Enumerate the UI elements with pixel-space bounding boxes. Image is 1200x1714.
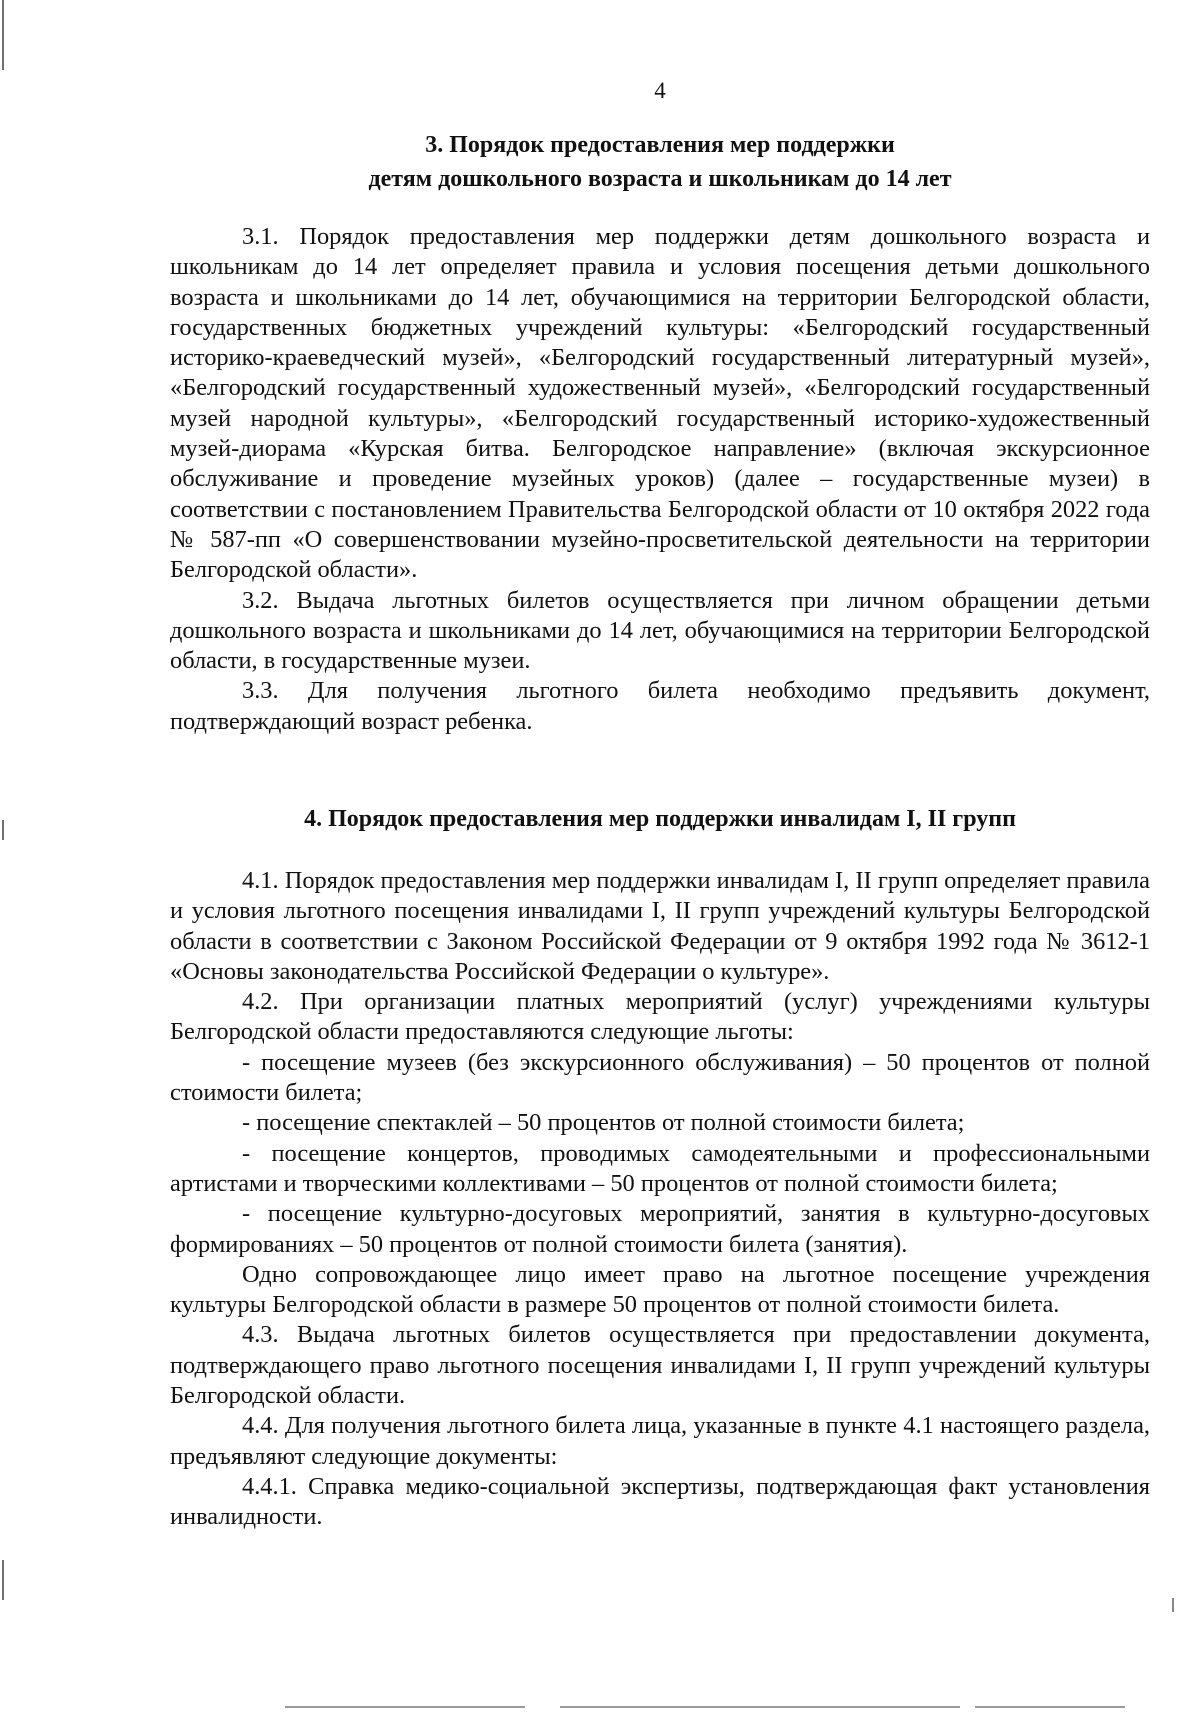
paragraph-3-1: 3.1. Порядок предоставления мер поддержки детям дошкольного возраста и школьникам до 14 лет определяет правила и условия посещения детьми дошкольного возраста и школьниками до 14 лет, обучающимися на территории Белгородской области, государственных бюджетных учреждений культуры: «Белгородский государственный историко-краеведческий музей», «Белгородский государственный литературный музей», «Белгородский государственный художественный музей», «Белгородский государственный музей народной культуры», «Белгородский государственный историко-художественный музей-диорама «Курская битва. Белгородское направление» (включая экскурсионное обслуживание и проведение музейных уроков) (далее – государственные музеи) в соответствии с постановлением Правительства Белгородской области от 10 октября 2022 года № 587-пп «О совершенствовании музейно-просветительской деятельности на территории Белгородской области». — [170, 223, 1150, 584]
list-item-concerts: - посещение концертов, проводимых самодеятельными и профессиональными артистами и творческими коллективами – 50 процентов от полной стоимости билета; — [170, 1139, 1150, 1197]
paragraph-4-2: 4.2. При организации платных мероприятий (услуг) учреждениями культуры Белгородской области предоставляются следующие льготы: — [170, 988, 1150, 1046]
paragraph-accompanying-person: Одно сопровождающее лицо имеет право на льготное посещение учреждения культуры Белгородской области в размере 50 процентов от полной стоимости билета. — [170, 1260, 1150, 1319]
section-3-title-line-1: 3. Порядок предоставления мер поддержки — [425, 132, 895, 158]
section-3-title-line-2: детям дошкольного возраста и школьникам до 14 лет — [368, 166, 952, 192]
page-number: 4 — [654, 78, 666, 103]
section-4-heading — [170, 802, 1150, 836]
scan-bottom-edge — [285, 1706, 525, 1708]
paragraph-4-1: 4.1. Порядок предоставления мер поддержки инвалидам I, II групп определяет правила и условия льготного посещения инвалидами I, II групп учреждений культуры Белгородской области в соответствии с Законом Российской Федерации от 9 октября 1992 года № 3612-1 «Основы законодательства Российской Федерации о культуре». — [170, 867, 1150, 985]
section-4-title: 4. Порядок предоставления мер поддержки инвалидам I, II групп — [304, 806, 1016, 832]
section-4-body — [170, 866, 1150, 1533]
section-3-heading — [170, 128, 1150, 196]
scan-speck — [1172, 1598, 1174, 1612]
paragraph-4-4: 4.4. Для получения льготного билета лица, указанные в пункте 4.1 настоящего раздела, предъявляют следующие документы: — [170, 1412, 1150, 1470]
scan-margin-line-top — [2, 0, 4, 70]
scan-margin-line-bottom — [2, 1560, 4, 1600]
paragraph-3-2: 3.2. Выдача льготных билетов осуществляется при личном обращении детьми дошкольного возраста и школьниками до 14 лет, обучающимися на территории Белгородской области, в государственные музеи. — [170, 586, 1150, 675]
scan-bottom-edge — [975, 1706, 1125, 1708]
paragraph-4-4-1: 4.4.1. Справка медико-социальной экспертизы, подтверждающая факт установления инвалидности. — [170, 1472, 1150, 1531]
list-item-cultural-events: - посещение культурно-досуговых мероприятий, занятия в культурно-досуговых формированиях – 50 процентов от полной стоимости билета (занятия). — [170, 1200, 1150, 1258]
paragraph-4-3: 4.3. Выдача льготных билетов осуществляется при предоставлении документа, подтверждающего право льготного посещения инвалидами I, II групп учреждений культуры Белгородской области. — [170, 1321, 1150, 1410]
scan-margin-line-middle — [2, 820, 4, 840]
scan-bottom-edge — [560, 1706, 960, 1708]
list-item-museums: - посещение музеев (без экскурсионного обслуживания) – 50 процентов от полной стоимости билета; — [170, 1048, 1150, 1107]
list-item-performances: - посещение спектаклей – 50 процентов от полной стоимости билета; — [242, 1109, 965, 1137]
section-3-body — [170, 222, 1150, 737]
paragraph-3-3: 3.3. Для получения льготного билета необходимо предъявить документ, подтверждающий возраст ребенка. — [170, 677, 1150, 735]
